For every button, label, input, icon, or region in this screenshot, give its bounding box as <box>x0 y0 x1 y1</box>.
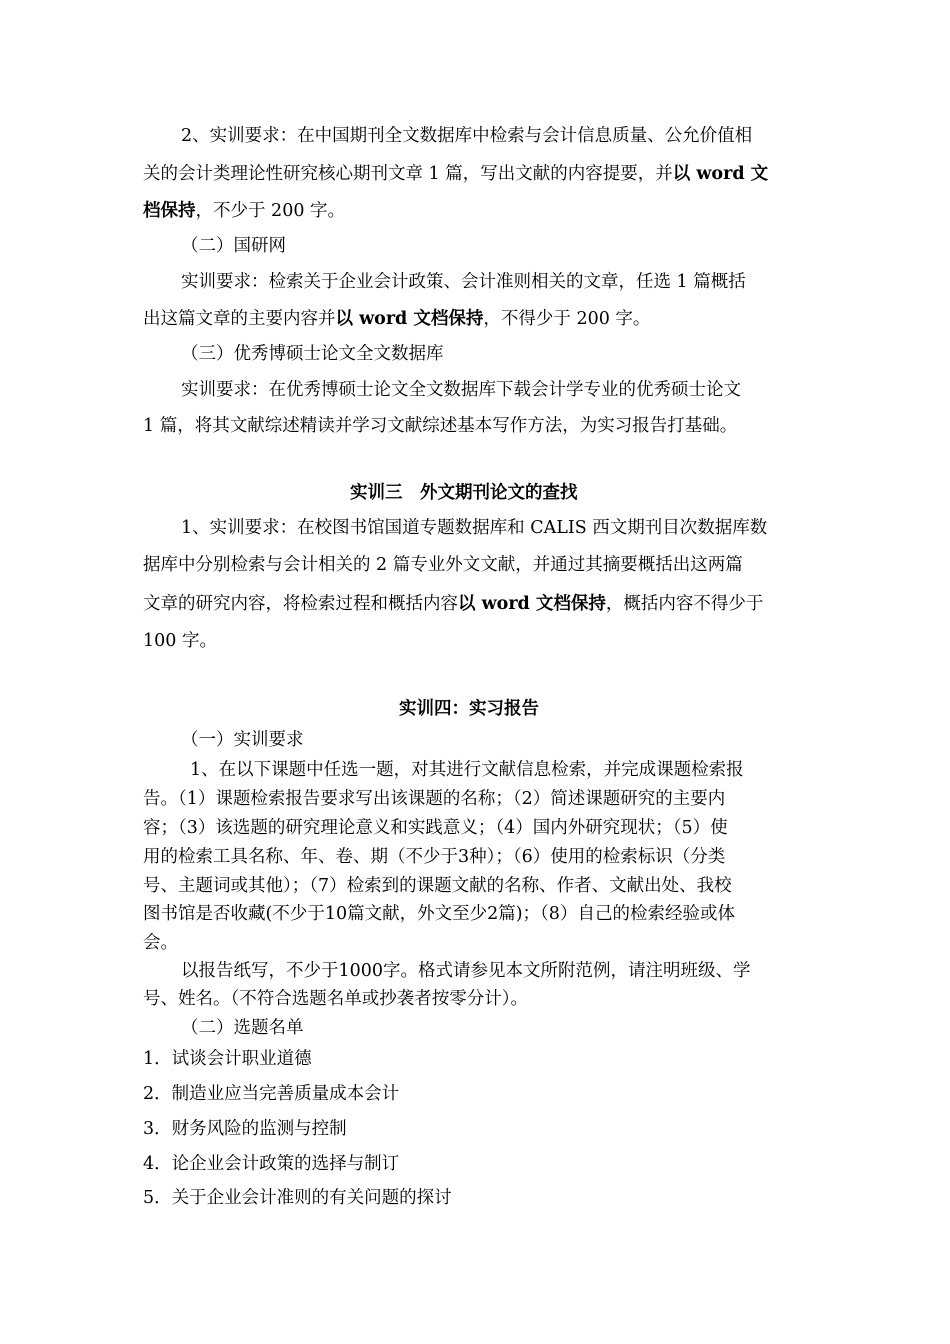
text: ，不得少于 200 字。 <box>483 309 651 329</box>
heading-guoyanwang: （二）国研网 <box>181 236 286 256</box>
topic-item-4: 4．论企业会计政策的选择与制订 <box>143 1154 400 1174</box>
emphasis-word-doc: 以 word 文档保持 <box>335 309 484 329</box>
paragraph-item2-line2 <box>143 164 768 184</box>
requirement-line-6: 图书馆是否收藏(不少于10篇文献，外文至少2篇)；（8）自己的检索经验或体 <box>143 904 735 924</box>
report-line-1: 以报告纸写，不少于1000字。格式请参见本文所附范例，请注明班级、学 <box>181 961 751 981</box>
text: ，不少于 200 字。 <box>195 201 346 221</box>
paragraph-thesis-line2: 1 篇，将其文献综述精读并学习文献综述基本写作方法，为实习报告打基础。 <box>143 416 738 436</box>
heading-requirements: （一）实训要求 <box>181 730 304 750</box>
emphasis-keep: 档保持 <box>143 201 196 221</box>
requirement-line-5: 号、主题词或其他）；（7）检索到的课题文献的名称、作者、文献出处、我校 <box>143 876 732 896</box>
text: 出这篇文章的主要内容并 <box>143 309 336 329</box>
heading-thesis-db: （三）优秀博硕士论文全文数据库 <box>181 344 444 364</box>
report-line-2: 号、姓名。（不符合选题名单或抄袭者按零分计）。 <box>143 989 528 1009</box>
section-title-4: 实训四：实习报告 <box>399 699 539 719</box>
requirement-line-3: 容；（3）该选题的研究理论意义和实践意义；（4）国内外研究现状；（5）使 <box>143 818 728 838</box>
text: 文章的研究内容，将检索过程和概括内容 <box>143 594 458 614</box>
requirement-line-4: 用的检索工具名称、年、卷、期（不少于3种）；（6）使用的检索标识（分类 <box>143 847 726 867</box>
emphasis-word-doc: 以 word 文档保持 <box>458 594 606 614</box>
paragraph-s3-line1: 1、实训要求：在校图书馆国道专题数据库和 CALIS 西文期刊目次数据库数 <box>181 518 768 538</box>
heading-topic-list: （二）选题名单 <box>181 1018 304 1038</box>
paragraph-item2-line3 <box>143 201 345 221</box>
paragraph-guoyan-line2 <box>143 309 650 329</box>
paragraph-guoyan-line1: 实训要求：检索关于企业会计政策、会计准则相关的文章，任选 1 篇概括 <box>181 272 746 292</box>
paragraph-item2-line1: 2、实训要求：在中国期刊全文数据库中检索与会计信息质量、公允价值相 <box>181 126 753 146</box>
requirement-line-7: 会。 <box>143 933 178 953</box>
topic-item-2: 2．制造业应当完善质量成本会计 <box>143 1084 400 1104</box>
topic-item-5: 5．关于企业会计准则的有关问题的探讨 <box>143 1188 452 1208</box>
text: ，概括内容不得少于 <box>605 594 764 614</box>
paragraph-s3-line4: 100 字。 <box>143 631 217 651</box>
topic-item-3: 3．财务风险的监测与控制 <box>143 1119 347 1139</box>
requirement-line-2: 告。（1）课题检索报告要求写出该课题的名称；（2）简述课题研究的主要内 <box>143 789 726 809</box>
topic-item-1: 1．试谈会计职业道德 <box>143 1049 312 1069</box>
paragraph-s3-line2: 据库中分别检索与会计相关的 2 篇专业外文文献，并通过其摘要概括出这两篇 <box>143 555 743 575</box>
paragraph-thesis-line1: 实训要求：在优秀博硕士论文全文数据库下载会计学专业的优秀硕士论文 <box>181 380 741 400</box>
requirement-line-1: 1、在以下课题中任选一题，对其进行文献信息检索，并完成课题检索报 <box>190 760 744 780</box>
paragraph-s3-line3 <box>143 594 763 614</box>
emphasis-word-doc: 以 word 文 <box>672 164 769 184</box>
text: 关的会计类理论性研究核心期刊文章 1 篇，写出文献的内容提要，并 <box>143 164 673 184</box>
section-title-3: 实训三 外文期刊论文的查找 <box>350 483 578 503</box>
